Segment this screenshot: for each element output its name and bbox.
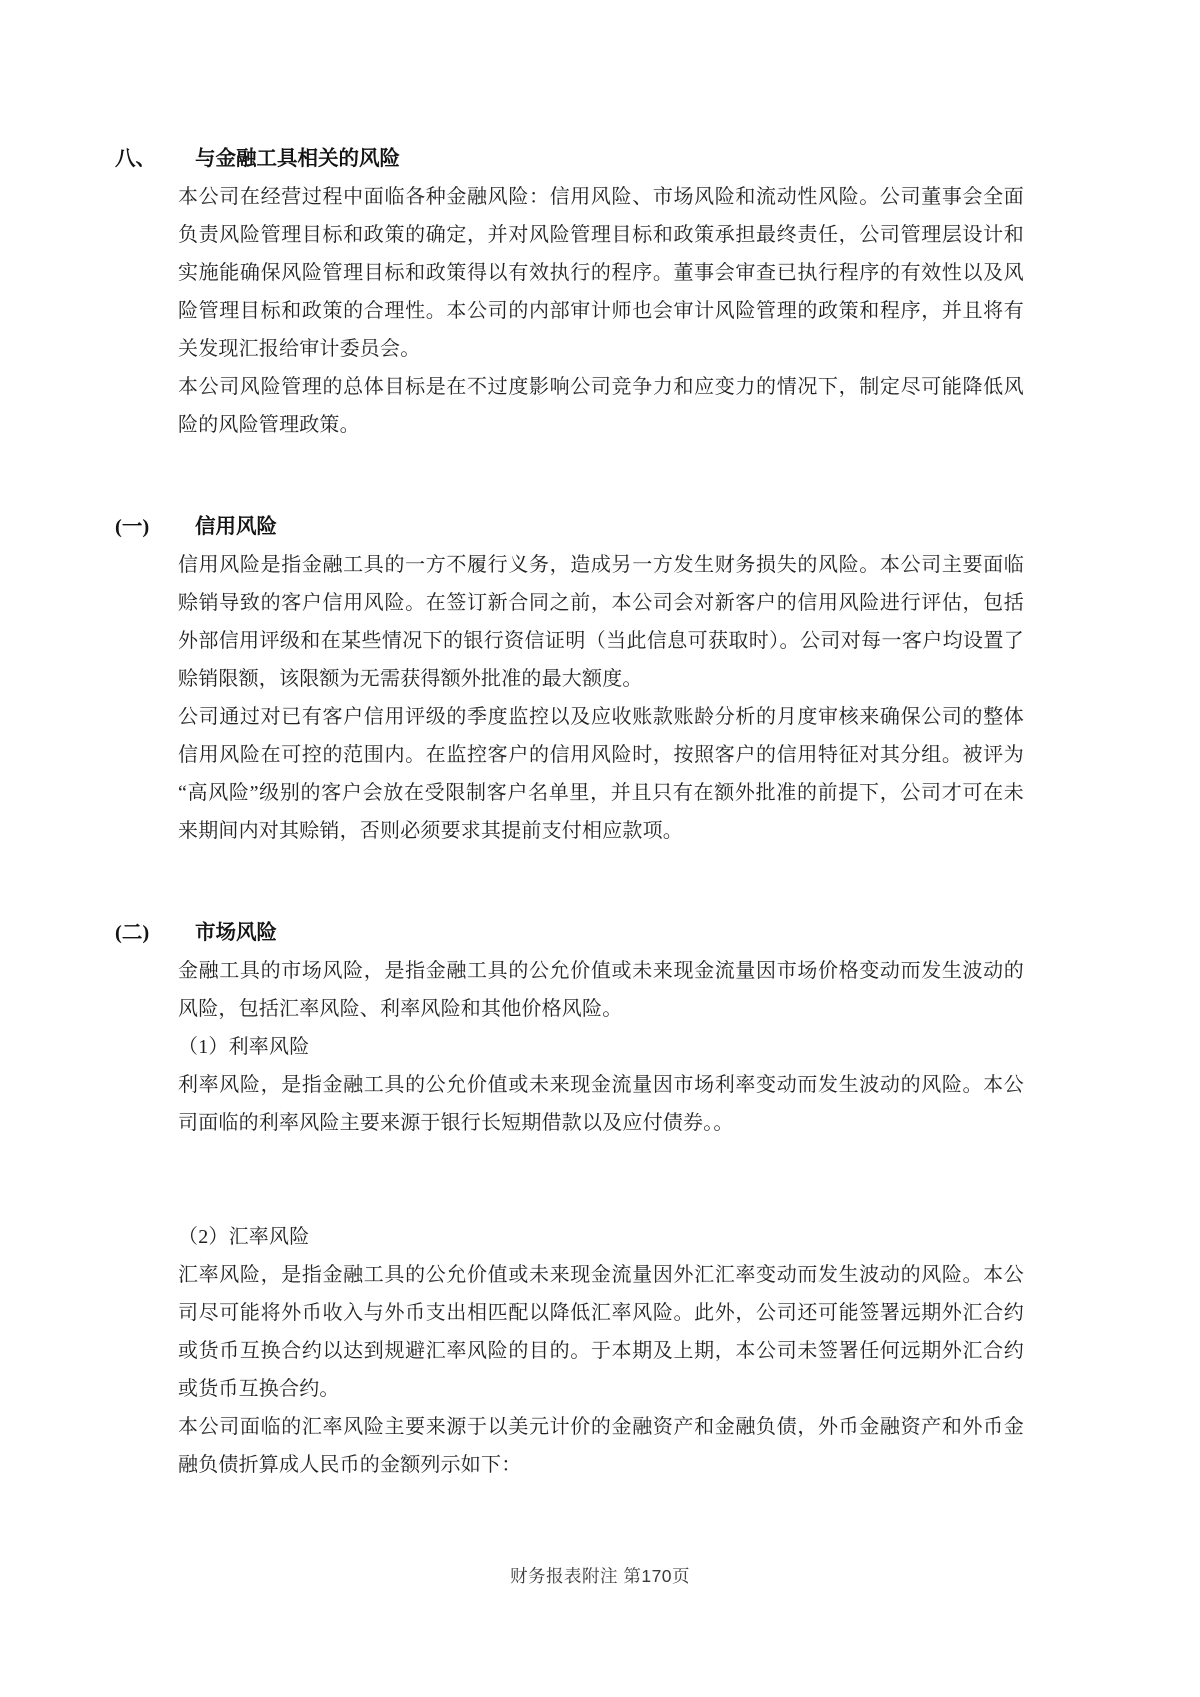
paragraph-interest-rate-risk: 利率风险，是指金融工具的公允价值或未来现金流量因市场利率变动而发生波动的风险。本公司面临的利率风险主要来源于银行长短期借款以及应付债券。。 <box>178 1074 1024 1134</box>
page-footer <box>0 1563 1200 1588</box>
subheading-interest-rate-risk: （1）利率风险 <box>178 1036 310 1058</box>
section-heading <box>115 140 1024 178</box>
section-heading <box>115 914 1024 952</box>
section-body <box>178 952 1024 1484</box>
section-number: (二) <box>115 922 150 944</box>
section-body <box>178 546 1024 850</box>
section-title: 市场风险 <box>195 922 277 944</box>
section-market-risk <box>115 914 1024 1484</box>
section-financial-instrument-risks <box>115 140 1024 444</box>
section-title: 信用风险 <box>195 516 277 538</box>
paragraph-credit-risk-monitoring: 公司通过对已有客户信用评级的季度监控以及应收账款账龄分析的月度审核来确保公司的整体信用风险在可控的范围内。在监控客户的信用风险时，按照客户的信用特征对其分组。被评为“高风险”级别的客户会放在受限制客户名单里，并且只有在额外批准的前提下，公司才可在未来期间内对其赊销，否则必须要求其提前支付相应款项。 <box>178 706 1024 842</box>
paragraph-exchange-rate-exposure: 本公司面临的汇率风险主要来源于以美元计价的金融资产和金融负债，外币金融资产和外币金融负债折算成人民币的金额列示如下： <box>178 1416 1024 1476</box>
section-credit-risk <box>115 508 1024 850</box>
paragraph-credit-risk-definition: 信用风险是指金融工具的一方不履行义务，造成另一方发生财务损失的风险。本公司主要面临赊销导致的客户信用风险。在签订新合同之前，本公司会对新客户的信用风险进行评估，包括外部信用评级和在某些情况下的银行资信证明（当此信息可获取时）。公司对每一客户均设置了赊销限额，该限额为无需获得额外批准的最大额度。 <box>178 554 1024 690</box>
paragraph-risk-overview: 本公司在经营过程中面临各种金融风险：信用风险、市场风险和流动性风险。公司董事会全面负责风险管理目标和政策的确定，并对风险管理目标和政策承担最终责任，公司管理层设计和实施能确保风险管理目标和政策得以有效执行的程序。董事会审查已执行程序的有效性以及风险管理目标和政策的合理性。本公司的内部审计师也会审计风险管理的政策和程序，并且将有关发现汇报给审计委员会。 <box>178 186 1024 360</box>
section-heading <box>115 508 1024 546</box>
subheading-exchange-rate-risk: （2）汇率风险 <box>178 1226 310 1248</box>
paragraph-market-risk-intro: 金融工具的市场风险，是指金融工具的公允价值或未来现金流量因市场价格变动而发生波动的风险，包括汇率风险、利率风险和其他价格风险。 <box>178 960 1024 1020</box>
section-number: 八、 <box>115 148 156 170</box>
section-number: (一) <box>115 516 150 538</box>
section-title: 与金融工具相关的风险 <box>195 148 400 170</box>
section-body <box>178 178 1024 444</box>
footer-page-label: 财务报表附注 第170页 <box>509 1566 691 1586</box>
paragraph-exchange-rate-risk: 汇率风险，是指金融工具的公允价值或未来现金流量因外汇汇率变动而发生波动的风险。本公司尽可能将外币收入与外币支出相匹配以降低汇率风险。此外，公司还可能签署远期外汇合约或货币互换合约以达到规避汇率风险的目的。于本期及上期，本公司未签署任何远期外汇合约或货币互换合约。 <box>178 1264 1024 1400</box>
document-content <box>115 140 1024 1484</box>
paragraph-risk-objective: 本公司风险管理的总体目标是在不过度影响公司竞争力和应变力的情况下，制定尽可能降低风险的风险管理政策。 <box>178 376 1024 436</box>
